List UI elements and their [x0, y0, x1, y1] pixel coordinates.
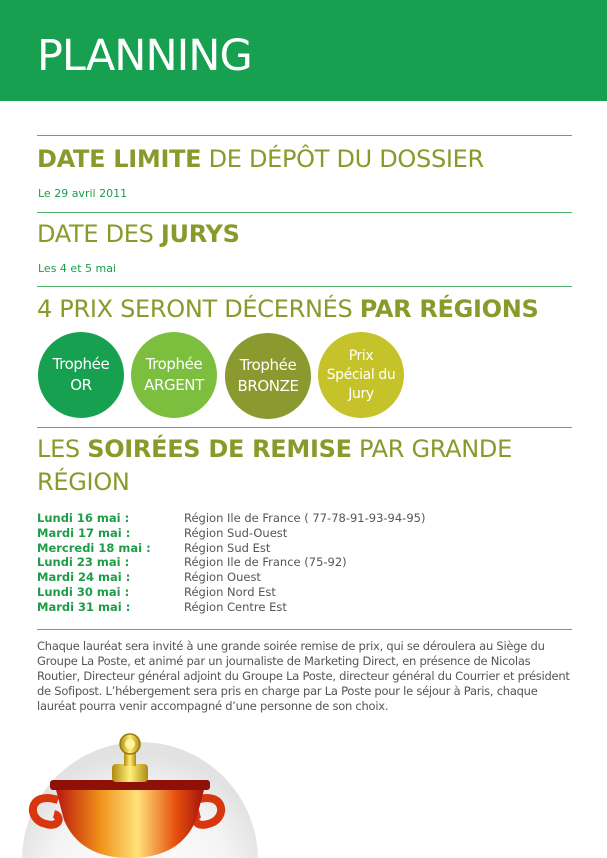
trophy-icon: [0, 720, 320, 858]
divider: [37, 135, 572, 136]
soirees-title: [37, 433, 512, 466]
schedule-table: [37, 511, 577, 615]
schedule-region: Région Nord Est: [184, 584, 276, 599]
prize-bronze-line2: BRONZE: [237, 377, 299, 395]
prize-bronze-line1: Trophée: [239, 356, 297, 374]
jury-date: Les 4 et 5 mai: [38, 262, 117, 275]
soirees-title-bold: SOIRÉES DE REMISE: [87, 435, 352, 463]
deadline-title: [37, 143, 484, 176]
schedule-region: Région Sud Est: [184, 540, 271, 555]
prize-gold-line1: Trophée: [52, 355, 110, 373]
prize-jury-badge: [318, 332, 404, 418]
table-row: [37, 541, 577, 556]
deadline-title-bold: DATE LIMITE: [37, 145, 202, 173]
divider: [37, 286, 572, 287]
table-row: [37, 570, 577, 585]
soirees-title-line2: RÉGION: [37, 468, 130, 496]
schedule-day: Mercredi 18 mai :: [37, 540, 151, 555]
schedule-day: Mardi 31 mai :: [37, 599, 131, 614]
prize-gold-badge: [38, 332, 124, 418]
page-header: [0, 0, 607, 101]
table-row: [37, 600, 577, 615]
prize-silver-line1: Trophée: [145, 355, 203, 373]
schedule-day: Mardi 24 mai :: [37, 570, 131, 585]
prizes-title-rest: 4 PRIX SERONT DÉCERNÉS: [37, 295, 360, 323]
deadline-title-rest: DE DÉPÔT DU DOSSIER: [201, 145, 484, 173]
deadline-date: Le 29 avril 2011: [38, 187, 128, 200]
divider: [37, 212, 572, 213]
trophy-illustration: [0, 720, 320, 858]
prize-jury-line1: Prix: [348, 347, 374, 364]
schedule-region: Région Centre Est: [184, 599, 287, 614]
prizes-title-bold: PAR RÉGIONS: [359, 295, 539, 323]
prize-bronze-badge: [225, 333, 311, 419]
schedule-day: Lundi 16 mai :: [37, 511, 130, 525]
schedule-region: Région Sud-Ouest: [184, 525, 288, 540]
jury-title: [37, 218, 240, 251]
table-row: [37, 585, 577, 600]
page-title: PLANNING: [37, 31, 252, 81]
prize-gold-line2: OR: [70, 376, 92, 394]
schedule-day: Mardi 17 mai :: [37, 525, 131, 540]
schedule-day: Lundi 30 mai :: [37, 584, 130, 599]
soirees-title-b: PAR GRANDE: [351, 435, 512, 463]
soirees-title-a: LES: [37, 435, 88, 463]
prize-jury-line2: Spécial du: [326, 366, 396, 383]
prize-jury-line3: Jury: [348, 385, 374, 402]
schedule-region: Région Ile de France ( 77-78-91-93-94-95): [184, 511, 426, 525]
table-row: [37, 511, 577, 526]
jury-title-bold: JURYS: [160, 220, 240, 248]
divider: [37, 629, 572, 630]
schedule-region: Région Ile de France (75-92): [184, 555, 347, 570]
divider: [37, 427, 572, 428]
table-row: [37, 526, 577, 541]
table-row: [37, 555, 577, 570]
jury-title-rest: DATE DES: [37, 220, 161, 248]
body-paragraph: Chaque lauréat sera invité à une grande soirée remise de prix, qui se déroulera au Siège du Groupe La Poste, et animé par un journaliste de Marketing Direct, en présence de Nicolas Routier, Directeur général adjoint du Groupe La Poste, directeur général du Courrier et président de Sofipost. L’hébergement sera pris en charge par La Poste pour le séjour à Paris, chaque lauréat pourra venir accompagné d’une personne de son choix.: [37, 639, 570, 713]
prize-silver-line2: ARGENT: [144, 376, 204, 394]
schedule-region: Région Ouest: [184, 570, 261, 585]
prize-silver-badge: [131, 332, 217, 418]
schedule-day: Lundi 23 mai :: [37, 555, 130, 570]
prizes-title: [37, 293, 539, 326]
